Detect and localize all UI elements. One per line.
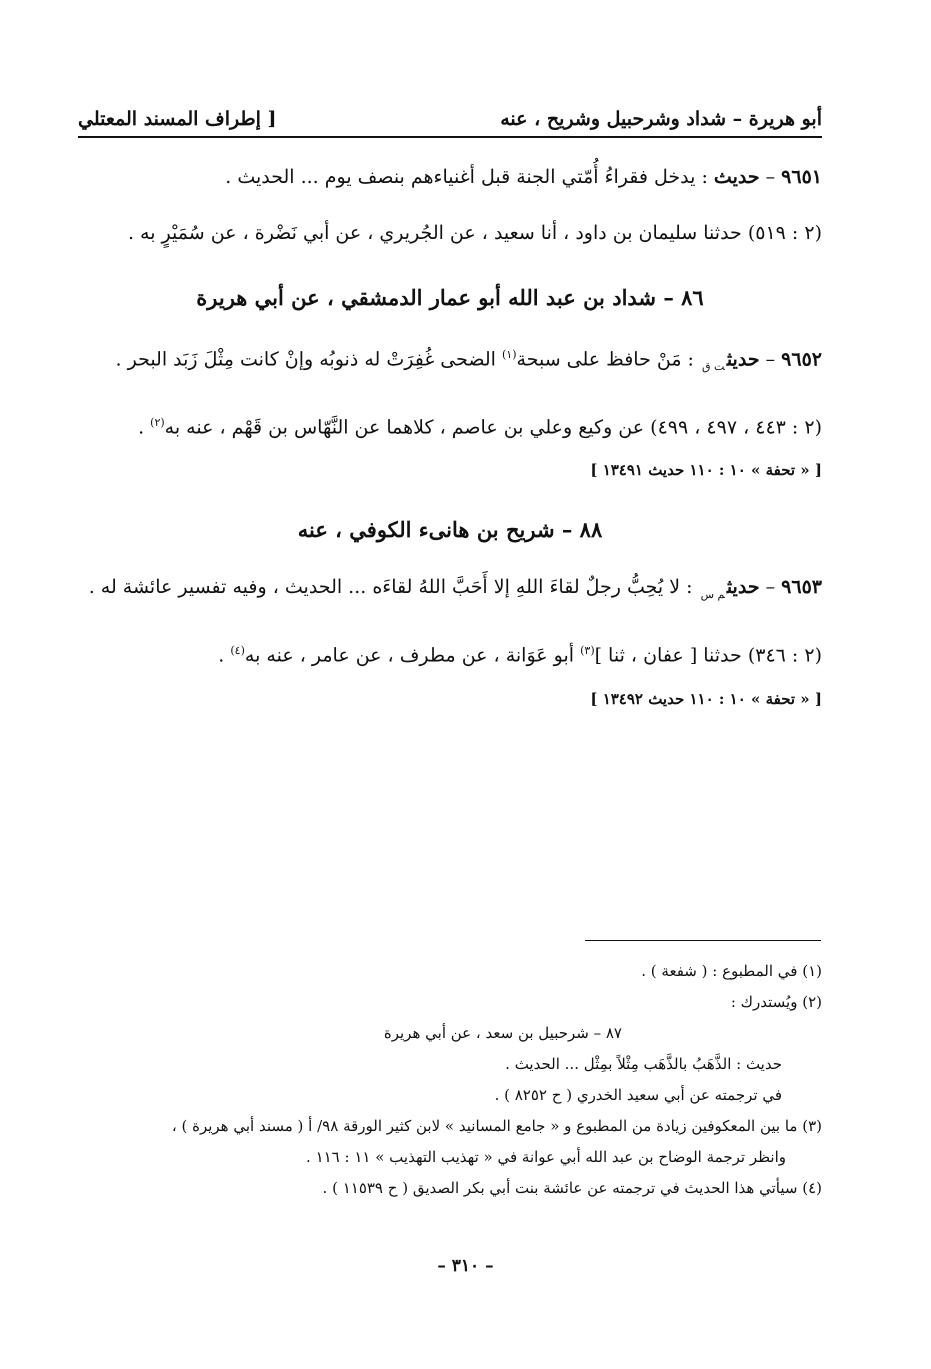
footnote-4: (٤) سيأتي هذا الحديث في ترجمته عن عائشة بنت أبي بكر الصديق ( ح ١١٥٣٩ ) . (322, 1179, 822, 1197)
header-book-title: [ إطراف المسند المعتلي (78, 108, 277, 130)
page-number: – ٣١٠ – (437, 1256, 494, 1276)
hadith-text: : يدخل فقراءُ أُمّتي الجنة قبل أغنياءهم بنصف يوم ... الحديث . (225, 166, 708, 188)
hadith-entry-9651: ٩٦٥١ – حديث : يدخل فقراءُ أُمّتي الجنة قبل أغنياءهم بنصف يوم ... الحديث . (225, 166, 822, 188)
hadith-number: ٩٦٥١ (781, 166, 822, 188)
hadith-number: ٩٦٥٣ (781, 576, 822, 599)
footnote-divider (585, 940, 821, 941)
tuhfa-reference: [ « تحفة » ١٠ : ١١٠ حديث ١٣٤٩٢ ] (590, 689, 822, 708)
footnote-2-ref: في ترجمته عن أبي سعيد الخدري ( ح ٨٢٥٢ ) . (494, 1086, 782, 1104)
hadith-text-cont: الضحى غُفِرَتْ له ذنوبُه وإنْ كانت مِثْلَ زَبَد البحر . (115, 348, 496, 371)
footnote-ref-1[interactable]: (١) (502, 348, 517, 361)
footnotes (78, 956, 822, 1204)
hadith-keyword: حديث (726, 576, 760, 599)
footnote-ref-4[interactable]: (٤) (230, 644, 245, 658)
hadith-source (78, 402, 822, 448)
footnote-2-hadith: حديث : الذَّهَبُ بالذَّهَب مِثْلاً بمِثْل ... الحديث . (505, 1055, 782, 1073)
footnote-2-section: ٨٧ – شرحبيل بن سعد ، عن أبي هريرة (383, 1024, 622, 1042)
hadith-text: : مَنْ حافظ على سبحة (516, 348, 694, 371)
footnote-ref-3[interactable]: (٣) (580, 644, 595, 658)
page-body (78, 108, 822, 715)
collection-marks: ت ق (701, 360, 725, 374)
hadith-entry-9652: ٩٦٥٢ – حديث$_{ت ق}$ : مَنْ حافظ على سبحة$^{(١)}$ الضحى غُفِرَتْ له ذنوبُه وإنْ كانت مِثْلَ زَبَد البحر . (115, 348, 822, 374)
hadith-text: : لا يُحِبُّ رجلٌ لقاءَ اللهِ إلا أَحَبَّ اللهُ لقاءَه ... الحديث ، وفيه تفسير عائشة له . (88, 576, 693, 599)
running-header (78, 108, 822, 138)
footnote-3-cont: وانظر ترجمة الوضاح بن عبد الله أبي عوانة في « تهذيب التهذيب » ١١ : ١١٦ . (306, 1148, 786, 1166)
collection-marks: م س (700, 588, 725, 602)
footnote-3: (٣) ما بين المعكوفين زيادة من المطبوع و « جامع المسانيد » لابن كثير الورقة ٩٨/ أ ( مسند أبي هريرة ) ، (171, 1117, 822, 1135)
hadith-source: (٢ : ٥١٩) حدثنا سليمان بن داود ، أنا سعيد ، عن الجُريري ، عن أبي نَضْرة ، عن سُمَيْرٍ به . (127, 222, 822, 244)
hadith-source-text-cont: أبو عَوَانة ، عن مطرف ، عن عامر ، عنه به (244, 644, 575, 667)
tuhfa-reference: [ « تحفة » ١٠ : ١١٠ حديث ١٣٤٩١ ] (590, 461, 822, 480)
hadith-source-end: . (138, 416, 145, 439)
hadith-source-text: (٢ : ٤٤٣ ، ٤٩٧ ، ٤٩٩) عن وكيع وعلي بن عاصم ، كلاهما عن النَّهّاس بن قَهْم ، عنه به (164, 416, 822, 439)
hadith-source-end: . (218, 644, 225, 667)
hadith-keyword: حديث (726, 348, 760, 371)
hadith-source-text: (٢ : ٣٤٦) حدثنا [ عفان ، ثنا ] (594, 644, 822, 667)
footnote-2: (٢) ويُستدرك : (730, 993, 822, 1011)
hadith-entry-9653: ٩٦٥٣ – حديث$_{م س}$ : لا يُحِبُّ رجلٌ لقاءَ اللهِ إلا أَحَبَّ اللهُ لقاءَه ... الحديث ، وفيه تفسير عائشة له . (88, 576, 822, 602)
footnote-ref-2[interactable]: (٢) (150, 416, 165, 430)
section-title-88: ٨٨ – شريح بن هانىء الكوفي ، عنه (297, 517, 603, 543)
section-title-86: ٨٦ – شداد بن عبد الله أبو عمار الدمشقي ، عن أبي هريرة (196, 285, 704, 310)
footnote-1: (١) في المطبوع : ( شفعة ) . (641, 962, 822, 980)
hadith-keyword: حديث (713, 166, 760, 188)
header-title: أبو هريرة – شداد وشرحبيل وشريح ، عنه (500, 108, 822, 130)
hadith-source (78, 630, 822, 676)
hadith-number: ٩٦٥٢ (781, 348, 822, 371)
